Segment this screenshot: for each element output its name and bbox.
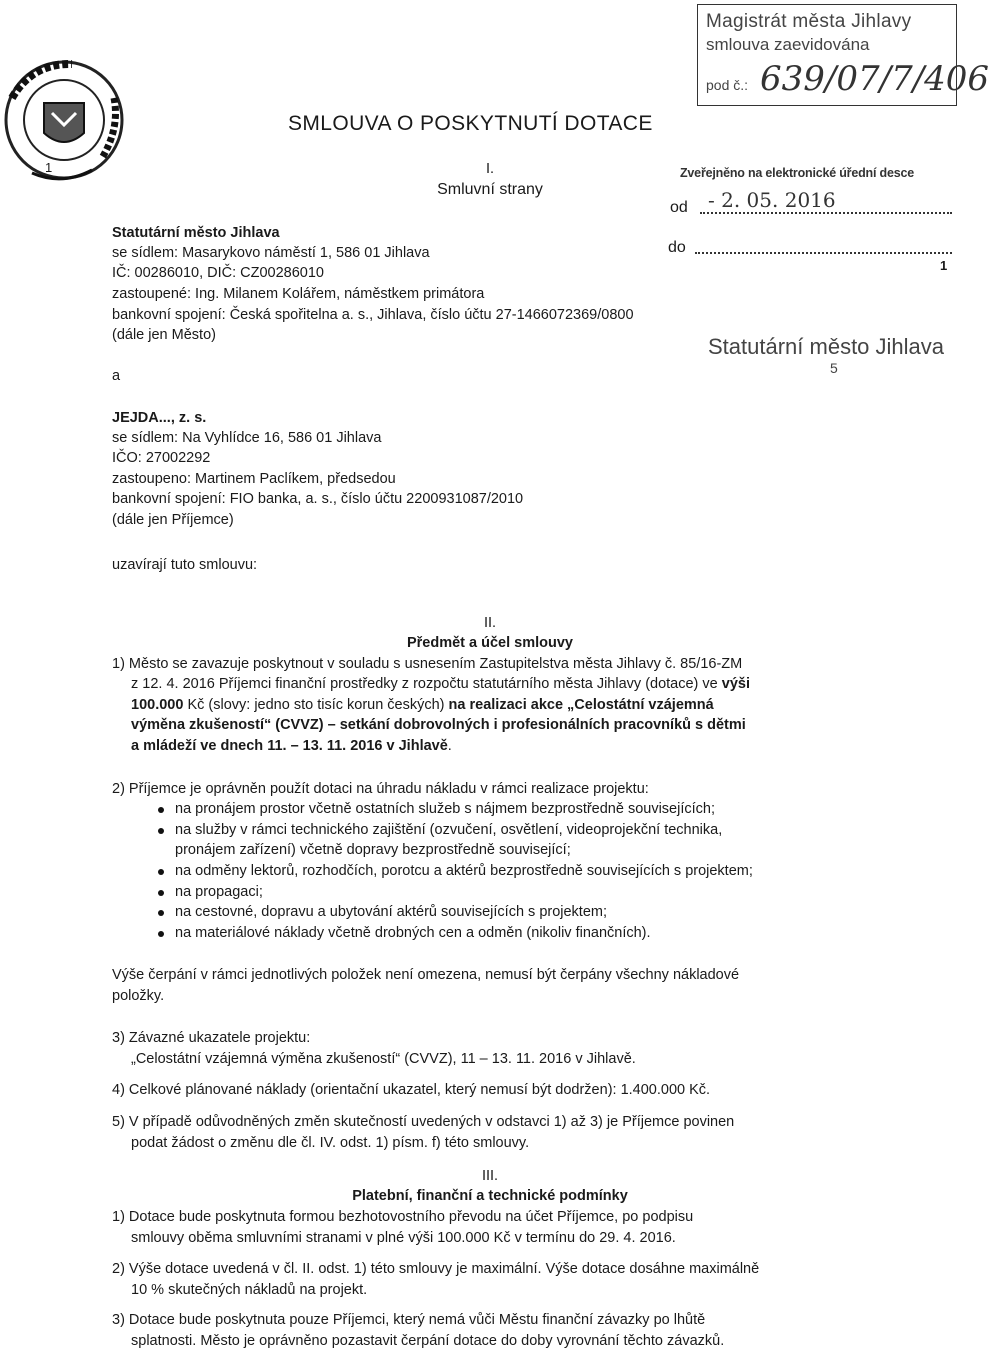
bullet-item-cont: pronájem zařízení) včetně dopravy bezprostředně související;: [175, 842, 571, 858]
publication-do-label: do: [668, 239, 686, 256]
s2-p3-line1: 3) Závazné ukazatele projektu:: [112, 1030, 311, 1046]
section-1-number: I.: [485, 161, 495, 177]
s2-p1-dates: a mládeží ve dnech 11. – 13. 11. 2016 v Jihlavě: [131, 738, 448, 754]
section-2-title: Předmět a účel smlouvy: [406, 635, 573, 651]
party2-ico: IČO: 27002292: [112, 450, 211, 466]
s2-p1-line3: [131, 696, 714, 715]
party1-bank: bankovní spojení: Česká spořitelna a. s., Jihlava, číslo účtu 27-1466072369/0800: [112, 307, 634, 323]
s3-p2-line1: 2) Výše dotace uvedená v čl. II. odst. 1) této smlouvy je maximální. Výše dotace dosáhne maximálně: [112, 1261, 760, 1277]
party2-address: se sídlem: Na Vyhlídce 16, 586 01 Jihlava: [112, 430, 382, 446]
limit-line2: položky.: [112, 988, 165, 1004]
s2-p1-line2-bold: výši: [721, 676, 750, 692]
bullet-item: na pronájem prostor včetně ostatních služeb s nájmem bezprostředně souvisejících;: [175, 801, 715, 817]
page-number: 1: [940, 258, 948, 273]
document-title: SMLOUVA O POSKYTNUTÍ DOTACE: [288, 112, 653, 135]
publication-od-line: [700, 212, 952, 214]
bullet-dot: [158, 910, 164, 916]
stamp-line2: smlouva zaevidována: [706, 35, 870, 54]
and-connector: a: [112, 368, 121, 384]
party2-alias: (dále jen Příjemce): [112, 512, 234, 528]
registration-stamp: [697, 4, 989, 106]
party1-name: Statutární město Jihlava: [112, 225, 280, 241]
s2-p2-intro: 2) Příjemce je oprávněn použít dotaci na úhradu nákladu v rámci realizace projektu:: [112, 781, 649, 797]
limit-line1: Výše čerpání v rámci jednotlivých položek není omezena, nemusí být čerpány všechny nákladové: [112, 967, 740, 983]
bullet-dot: [158, 931, 164, 937]
party2-representative: zastoupeno: Martinem Paclíkem, předsedou: [112, 471, 396, 487]
s2-p1-purpose: na realizaci akce „Celostátní vzájemná: [448, 697, 714, 713]
bullet-item: na materiálové náklady včetně drobných cen a odměn (nikoliv finančních).: [175, 925, 651, 941]
stamp-city: Statutární město Jihlava: [708, 334, 945, 359]
logo-number: 1: [45, 160, 53, 175]
s2-p3-line2: „Celostátní vzájemná výměna zkušeností“ (CVVZ), 11 – 13. 11. 2016 v Jihlavě.: [131, 1051, 636, 1067]
bullet-item: na služby v rámci technického zajištění (ozvučení, osvětlení, videoprojekční technika,: [175, 822, 723, 838]
section-1-title: Smluvní strany: [437, 181, 543, 198]
s3-p3-line1: 3) Dotace bude poskytnuta pouze Příjemci, který nemá vůči Městu finanční závazky po lhůtě: [112, 1312, 706, 1328]
bullet-dot: [158, 807, 164, 813]
section-3-title: Platební, finanční a technické podmínky: [352, 1188, 628, 1204]
bullet-dot: [158, 828, 164, 834]
bullet-dot: [158, 890, 164, 896]
publication-od-label: od: [670, 199, 688, 216]
s3-p2-line2: 10 % skutečných nákladů na projekt.: [131, 1282, 368, 1298]
bullet-item: na propagaci;: [175, 884, 263, 900]
s3-p1-line2: smlouvy oběma smluvními stranami v plné výši 100.000 Kč v termínu do 29. 4. 2016.: [131, 1230, 676, 1246]
section-2-number: II.: [483, 615, 497, 631]
bullet-dot: [158, 869, 164, 875]
s2-p1-amount: 100.000: [131, 697, 184, 713]
stamp-handwritten-number: 639/07/7/406: [760, 59, 989, 99]
publication-label: Zveřejněno na elektronické úřední desce: [680, 166, 914, 180]
s2-p1-end: .: [447, 738, 452, 754]
party1-representative: zastoupené: Ing. Milanem Kolářem, náměstkem primátora: [112, 286, 485, 302]
stamp-city-number: 5: [830, 360, 838, 376]
s2-p5-line2: podat žádost o změnu dle čl. IV. odst. 1) písm. f) této smlouvy.: [131, 1135, 530, 1151]
city-seal-icon: [2, 58, 127, 183]
s2-p1-amount-words: Kč (slovy: jedno sto tisíc korun českých): [183, 697, 449, 713]
concludes-text: uzavírají tuto smlouvu:: [112, 557, 258, 573]
s2-p1-line2-text: z 12. 4. 2016 Příjemci finanční prostředky z rozpočtu statutárního města Jihlavy (dotace) ve: [131, 676, 722, 692]
party1-ids: IČ: 00286010, DIČ: CZ00286010: [112, 265, 324, 281]
stamp-pod-label: pod č.:: [706, 77, 749, 93]
party1-alias: (dále jen Město): [112, 327, 216, 343]
bullet-item: na cestovné, dopravu a ubytování aktérů souvisejících s projektem;: [175, 904, 608, 920]
s3-p3-line2: splatnosti. Město je oprávněno pozastavit čerpání dotace do doby vyrovnání těchto závazků.: [131, 1333, 725, 1349]
party1-address: se sídlem: Masarykovo náměstí 1, 586 01 Jihlava: [112, 245, 430, 261]
s2-p1-line1: 1) Město se zavazuje poskytnout v souladu s usnesením Zastupitelstva města Jihlavy č. 85/16-ZM: [112, 656, 743, 672]
s2-p1-line5: [131, 737, 452, 756]
s3-p1-line1: 1) Dotace bude poskytnuta formou bezhotovostního převodu na účet Příjemce, po podpisu: [112, 1209, 694, 1225]
city-logo: [2, 58, 127, 183]
party2-bank: bankovní spojení: FIO banka, a. s., číslo účtu 2200931087/2010: [112, 491, 524, 507]
publication-do-line: [695, 252, 952, 254]
section-3-number: III.: [481, 1168, 499, 1184]
s2-p4: 4) Celkové plánované náklady (orientační ukazatel, který nemusí být dodržen): 1.400.000 Kč.: [112, 1082, 711, 1098]
s2-p1-line4: výměna zkušeností“ (CVVZ) – setkání dobrovolných i profesionálních pracovníků s dětmi: [131, 717, 746, 733]
party2-name: JEJDA..., z. s.: [112, 410, 207, 426]
stamp-line1: Magistrát města Jihlavy: [706, 11, 912, 32]
s2-p5-line1: 5) V případě odůvodněných změn skutečností uvedených v odstavci 1) až 3) je Příjemce povinen: [112, 1114, 735, 1130]
bullet-item: na odměny lektorů, rozhodčích, porotcu a aktérů bezprostředně souvisejících s projektem;: [175, 863, 753, 879]
s2-p1-line2: [131, 675, 750, 694]
publication-od-date: - 2. 05. 2016: [708, 188, 836, 212]
